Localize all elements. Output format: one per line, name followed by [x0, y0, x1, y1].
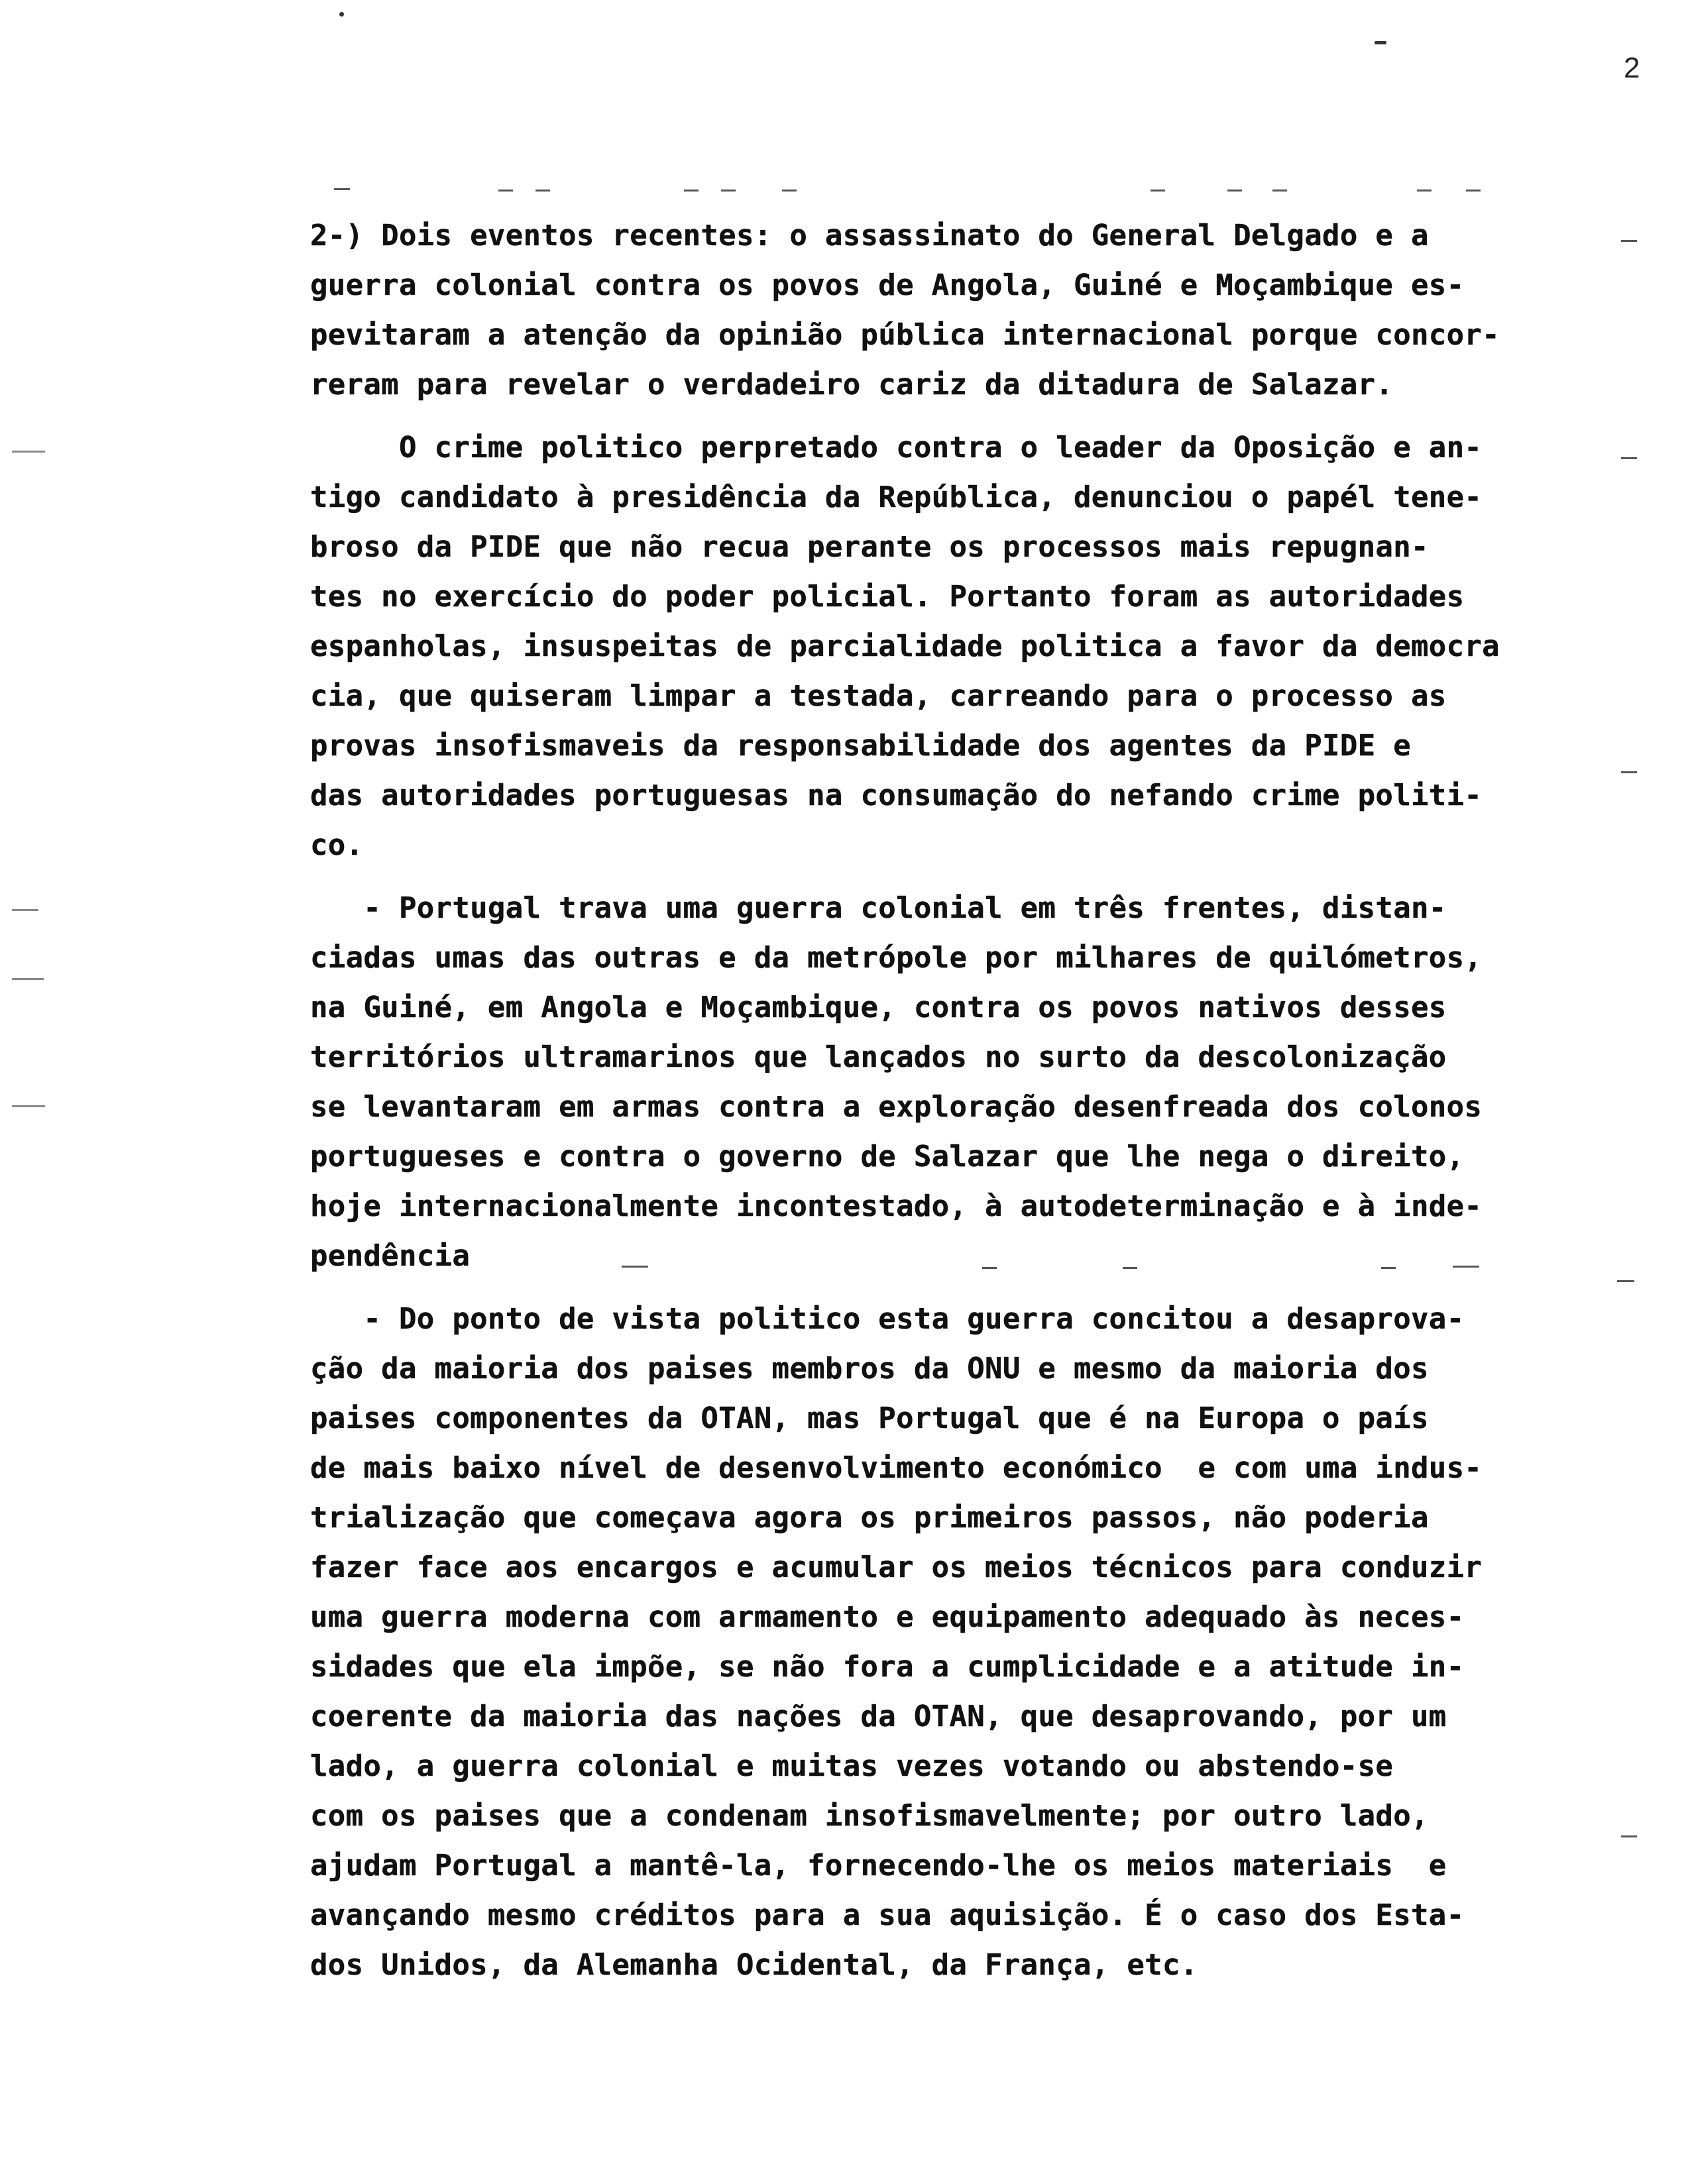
margin-mark [12, 909, 38, 911]
text-line: avançando mesmo créditos para a sua aquisição. É o caso dos Esta- [310, 1898, 1465, 1932]
text-line: pevitaram a atenção da opinião pública internacional porque concor- [310, 318, 1500, 352]
text-line: hoje internacionalmente incontestado, à autodeterminação e à inde- [310, 1189, 1483, 1223]
text-line: territórios ultramarinos que lançados no surto da descolonização [310, 1040, 1447, 1074]
text-line: de mais baixo nível de desenvolvimento económico e com uma indus- [310, 1451, 1483, 1485]
text-line: espanholas, insuspeitas de parcialidade politica a favor da democra [310, 629, 1500, 663]
typewriter-tick [1151, 190, 1165, 191]
page-number: 2 [1624, 52, 1640, 84]
margin-mark [12, 451, 45, 453]
typewriter-tick [1272, 190, 1287, 191]
text-line: com os paises que a condenam insofismavelmente; por outro lado, [310, 1799, 1429, 1833]
paragraph-3 [310, 883, 1636, 1281]
text-line: tigo candidato à presidência da República, denunciou o papél tene- [310, 480, 1483, 514]
text-line: reram para revelar o verdadeiro cariz da ditadura de Salazar. [310, 368, 1394, 402]
typewriter-tick [535, 190, 550, 191]
document-body [310, 211, 1636, 2003]
text-line: pendência [310, 1239, 471, 1273]
text-line: portugueses e contra o governo de Salazar que lhe nega o direito, [310, 1140, 1465, 1174]
text-line: trialização que começava agora os primeiros passos, não poderia [310, 1501, 1429, 1535]
paragraph-2 [310, 423, 1636, 870]
text-line: uma guerra moderna com armamento e equipamento adequado às neces- [310, 1600, 1465, 1634]
text-line: fazer face aos encargos e acumular os meios técnicos para conduzir [310, 1551, 1483, 1584]
paragraph-4 [310, 1294, 1636, 1990]
typewriter-tick [1227, 190, 1242, 191]
text-line: se levantaram em armas contra a exploração desenfreada dos colonos [310, 1090, 1483, 1124]
paragraph-1 [310, 211, 1636, 410]
text-line: das autoridades portuguesas na consumação do nefando crime politi- [310, 779, 1483, 812]
typewriter-tick [334, 188, 350, 190]
text-line: guerra colonial contra os povos de Angola, Guiné e Moçambique es- [310, 268, 1465, 302]
text-line: ajudam Portugal a mantê-la, fornecendo-lhe os meios materiais e [310, 1849, 1447, 1883]
text-line: dos Unidos, da Alemanha Ocidental, da França, etc. [310, 1948, 1198, 1982]
typewriter-tick [498, 190, 513, 191]
text-line: sidades que ela impõe, se não fora a cumplicidade e a atitude in- [310, 1650, 1465, 1684]
text-line: 2-) Dois eventos recentes: o assassinato do General Delgado e a [310, 219, 1429, 252]
text-line: co. [310, 828, 364, 862]
margin-mark [12, 978, 44, 980]
text-line: - Do ponto de vista politico esta guerra concitou a desaprova- [310, 1302, 1465, 1336]
text-line: na Guiné, em Angola e Moçambique, contra os povos nativos desses [310, 991, 1447, 1024]
stray-dot [339, 12, 344, 17]
text-line: ção da maioria dos paises membros da ONU e mesmo da maioria dos [310, 1352, 1429, 1386]
text-line: tes no exercício do poder policial. Portanto foram as autoridades [310, 580, 1465, 614]
text-line: cia, que quiseram limpar a testada, carreando para o processo as [310, 679, 1447, 713]
text-line: broso da PIDE que não recua perante os processos mais repugnan- [310, 530, 1429, 564]
text-line: paises componentes da OTAN, mas Portugal que é na Europa o país [310, 1401, 1429, 1435]
typewriter-tick [1417, 190, 1432, 191]
margin-mark [12, 1105, 45, 1107]
text-line: - Portugal trava uma guerra colonial em três frentes, distan- [310, 891, 1447, 925]
typewriter-tick [721, 190, 736, 191]
typewriter-tick [782, 190, 797, 191]
stray-dot [1375, 41, 1386, 44]
typewriter-tick [1466, 190, 1481, 191]
text-line: ciadas umas das outras e da metrópole por milhares de quilómetros, [310, 941, 1483, 975]
text-line: O crime politico perpretado contra o leader da Oposição e an- [310, 431, 1483, 464]
text-line: lado, a guerra colonial e muitas vezes votando ou abstendo-se [310, 1749, 1394, 1783]
text-line: provas insofismaveis da responsabilidade dos agentes da PIDE e [310, 729, 1411, 763]
typewriter-tick [684, 190, 699, 191]
text-line: coerente da maioria das nações da OTAN, que desaprovando, por um [310, 1700, 1447, 1733]
